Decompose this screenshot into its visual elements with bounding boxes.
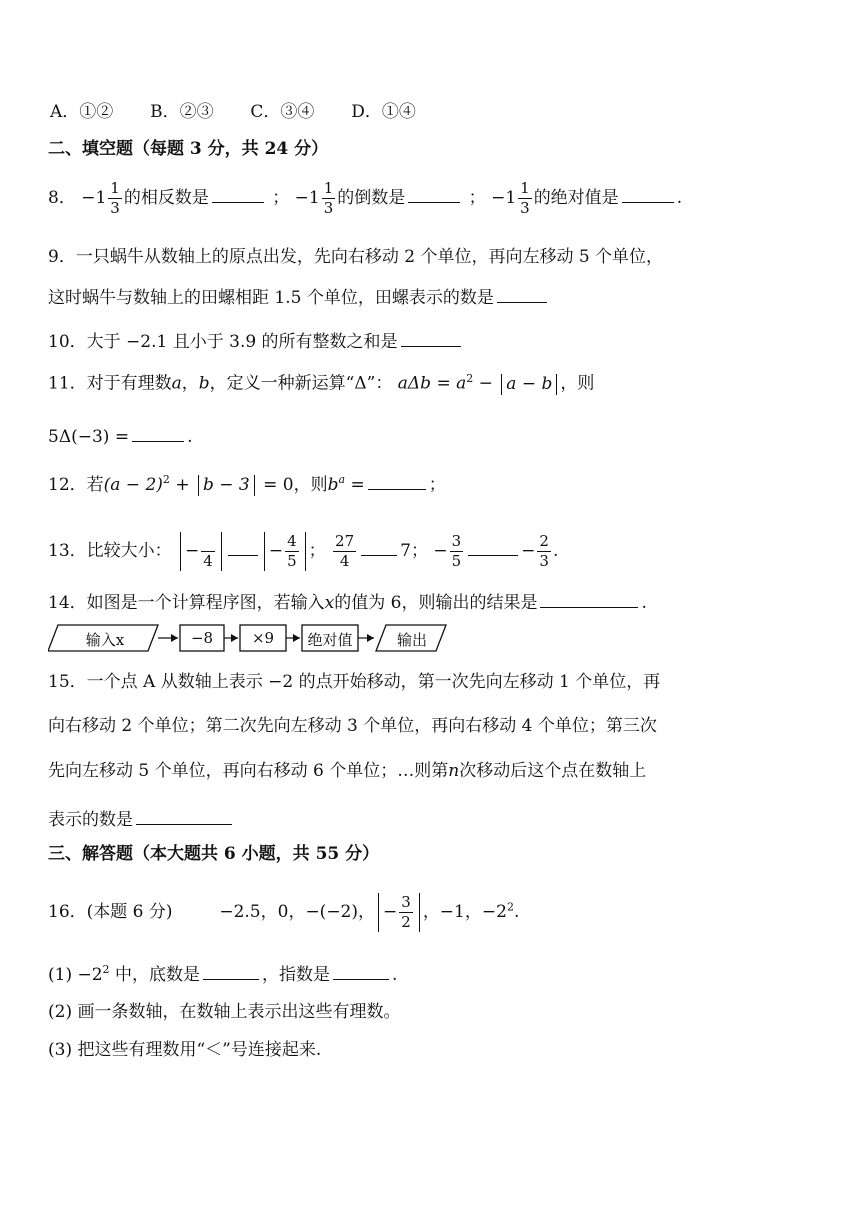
answer-blank[interactable] <box>540 589 638 608</box>
option-d: D．①④ <box>351 102 416 122</box>
option-a: A．①② <box>50 102 114 122</box>
answer-blank[interactable] <box>408 184 460 203</box>
question-8: 8． −1 $\frac{1}{3}$ 的相反数是 ； −1 $\frac{1}{3}$ 的倒数是 ； −1 $\frac{1}{3}$ 的绝对值是 . <box>48 179 683 217</box>
fraction: $\frac{1}{3}$ <box>323 179 334 217</box>
question-10: 10．大于 −2.1 且小于 3.9 的所有整数之和是 <box>48 328 464 351</box>
answer-blank[interactable] <box>361 537 397 556</box>
question-14: 14．如图是一个计算程序图，若输入x的值为 6，则输出的结果是 . <box>48 589 647 612</box>
flow-input: 输入x <box>85 631 125 649</box>
answer-blank[interactable] <box>203 961 259 980</box>
question-11-line1: 11．对于有理数a，b，定义一种新运算“Δ”： $a\Delta b = a^2 - a - b$ ，则 <box>48 372 595 394</box>
answer-blank[interactable] <box>136 806 232 825</box>
question-15-line1: 15．一个点 A 从数轴上表示 −2 的点开始移动，第一次先向左移动 1 个单位，再 <box>48 672 661 692</box>
fraction: $\frac{27}{4}$ <box>335 532 355 570</box>
answer-blank[interactable] <box>497 284 547 303</box>
flow-output: 输出 <box>396 631 427 649</box>
answer-blank[interactable] <box>212 184 264 203</box>
answer-blank[interactable] <box>132 423 184 442</box>
option-c: C．③④ <box>250 102 315 122</box>
section3-heading: 三、解答题（本大题共 6 小题，共 55 分） <box>48 844 380 864</box>
option-b: B．②③ <box>150 102 214 122</box>
fraction: $\frac{2}{3}$ <box>539 532 549 570</box>
question-9-line2: 这时蜗牛与数轴上的田螺相距 1.5 个单位，田螺表示的数是 <box>48 284 550 307</box>
answer-blank[interactable] <box>468 537 518 556</box>
fraction: $\frac{3}{5}$ <box>451 532 462 570</box>
question-12: 12．若$(a - 2)^2 + b - 3 = 0$，则$b^a$ = ； <box>48 471 446 496</box>
answer-blank[interactable] <box>622 184 674 203</box>
answer-blank[interactable] <box>228 537 258 556</box>
question-16-part2: (2) 画一条数轴，在数轴上表示出这些有理数。 <box>48 1002 401 1022</box>
absolute-value: − $\frac{4}{5}$ <box>264 532 306 571</box>
answer-blank[interactable] <box>401 328 461 347</box>
question-16-part3: (3) 把这些有理数用“＜”号连接起来. <box>48 1040 322 1060</box>
answer-options <box>50 104 416 121</box>
question-13: 13．比较大小： − 4 − $\frac{4}{5}$ ； $\frac{27}{4}$ 7； − $\frac{3}{5}$ − $\frac{2}{3}$ . <box>48 532 559 570</box>
flow-absolute: 绝对值 <box>307 631 353 649</box>
absolute-value: − $\frac{3}{2}$ <box>378 893 420 932</box>
answer-blank[interactable] <box>333 961 389 980</box>
fraction: $\frac{1}{3}$ <box>520 179 530 217</box>
flow-minus-8: −8 <box>190 629 214 647</box>
computation-flowchart <box>48 624 508 652</box>
question-16-part1: $(1) -2^2$ 中，底数是 ，指数是 . <box>48 961 397 984</box>
fraction: $\frac{1}{3}$ <box>110 179 120 217</box>
answer-blank[interactable] <box>368 471 426 490</box>
question-9-line1: 9．一只蜗牛从数轴上的原点出发，先向右移动 2 个单位，再向左移动 5 个单位， <box>48 247 664 267</box>
question-16-head: 16．(本题 6 分) −2.5，0，−(−2)， − $\frac{3}{2}$ ，−1，$-2^2$. <box>48 893 520 931</box>
question-15-line3: 先向左移动 5 个单位，再向右移动 6 个单位；…则第n次移动后这个点在数轴上 <box>48 761 647 781</box>
absolute-value: − 4 <box>180 532 222 571</box>
question-11-line2: 5Δ(−3) = . <box>48 423 192 446</box>
absolute-value: a − b <box>501 374 557 395</box>
question-15-line2: 向右移动 2 个单位；第二次先向左移动 3 个单位，再向右移动 4 个单位；第三次 <box>48 716 657 736</box>
flow-times-9: ×9 <box>251 629 275 647</box>
section2-heading: 二、填空题（每题 3 分，共 24 分） <box>48 139 329 159</box>
question-15-line4: 表示的数是 <box>48 806 235 829</box>
absolute-value: b − 3 <box>198 475 255 496</box>
